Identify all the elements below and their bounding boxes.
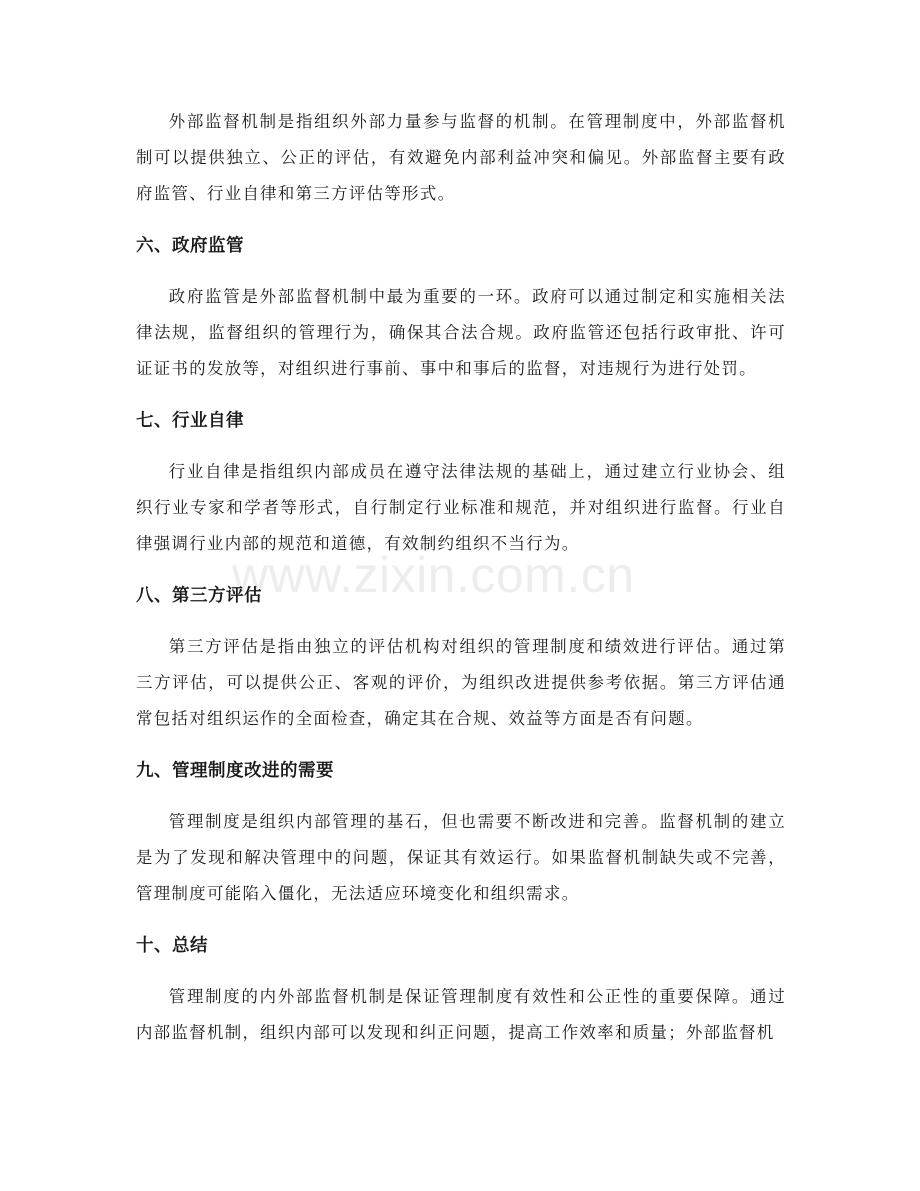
section-heading-industry: 七、行业自律 bbox=[136, 411, 244, 431]
spacer bbox=[136, 264, 786, 279]
section-body-industry: 行业自律是指组织内部成员在遵守法律法规的基础上，通过建立行业协会、组织行业专家和学者等形式，自行制定行业标准和规范，并对组织进行监督。行业自律强调行业内部的规范和道德，有效制约组织不当行为。 bbox=[136, 462, 786, 553]
section-body-government: 政府监管是外部监督机制中最为重要的一环。政府可以通过制定和实施相关法律法规，监督组织的管理行为，确保其合法合规。政府监管还包括行政审批、许可证证书的发放等，对组织进行事前、事中和事后的监督，对违规行为进行处罚。 bbox=[136, 287, 786, 378]
spacer bbox=[136, 387, 786, 403]
spacer bbox=[136, 912, 786, 928]
section-body-improvement: 管理制度是组织内部管理的基石，但也需要不断改进和完善。监督机制的建立是为了发现和解决管理中的问题，保证其有效运行。如果监督机制缺失或不完善，管理制度可能陷入僵化，无法适应环境变化和组织需求。 bbox=[136, 812, 786, 903]
section-body-third-party: 第三方评估是指由独立的评估机构对组织的管理制度和绩效进行评估。通过第三方评估，可以提供公正、客观的评价，为组织改进提供参考依据。第三方评估通常包括对组织运作的全面检查，确定其在合规、效益等方面是否有问题。 bbox=[136, 637, 786, 728]
document-page bbox=[136, 104, 786, 1051]
spacer bbox=[136, 562, 786, 578]
section-heading-summary: 十、总结 bbox=[136, 936, 208, 956]
spacer bbox=[136, 212, 786, 228]
section-heading-improvement: 九、管理制度改进的需要 bbox=[136, 761, 334, 781]
section-heading-government: 六、政府监管 bbox=[136, 236, 244, 256]
section-body-summary: 管理制度的内外部监督机制是保证管理制度有效性和公正性的重要保障。通过内部监督机制，组织内部可以发现和纠正问题，提高工作效率和质量；外部监督机 bbox=[136, 987, 786, 1042]
spacer bbox=[136, 614, 786, 629]
spacer bbox=[136, 789, 786, 804]
spacer bbox=[136, 964, 786, 979]
section-heading-third-party: 八、第三方评估 bbox=[136, 586, 262, 606]
intro-paragraph: 外部监督机制是指组织外部力量参与监督的机制。在管理制度中，外部监督机制可以提供独立、公正的评估，有效避免内部利益冲突和偏见。外部监督主要有政府监管、行业自律和第三方评估等形式。 bbox=[136, 112, 786, 203]
spacer bbox=[136, 439, 786, 454]
watermark: www.zixin.com.cn bbox=[232, 547, 635, 603]
spacer bbox=[136, 737, 786, 753]
